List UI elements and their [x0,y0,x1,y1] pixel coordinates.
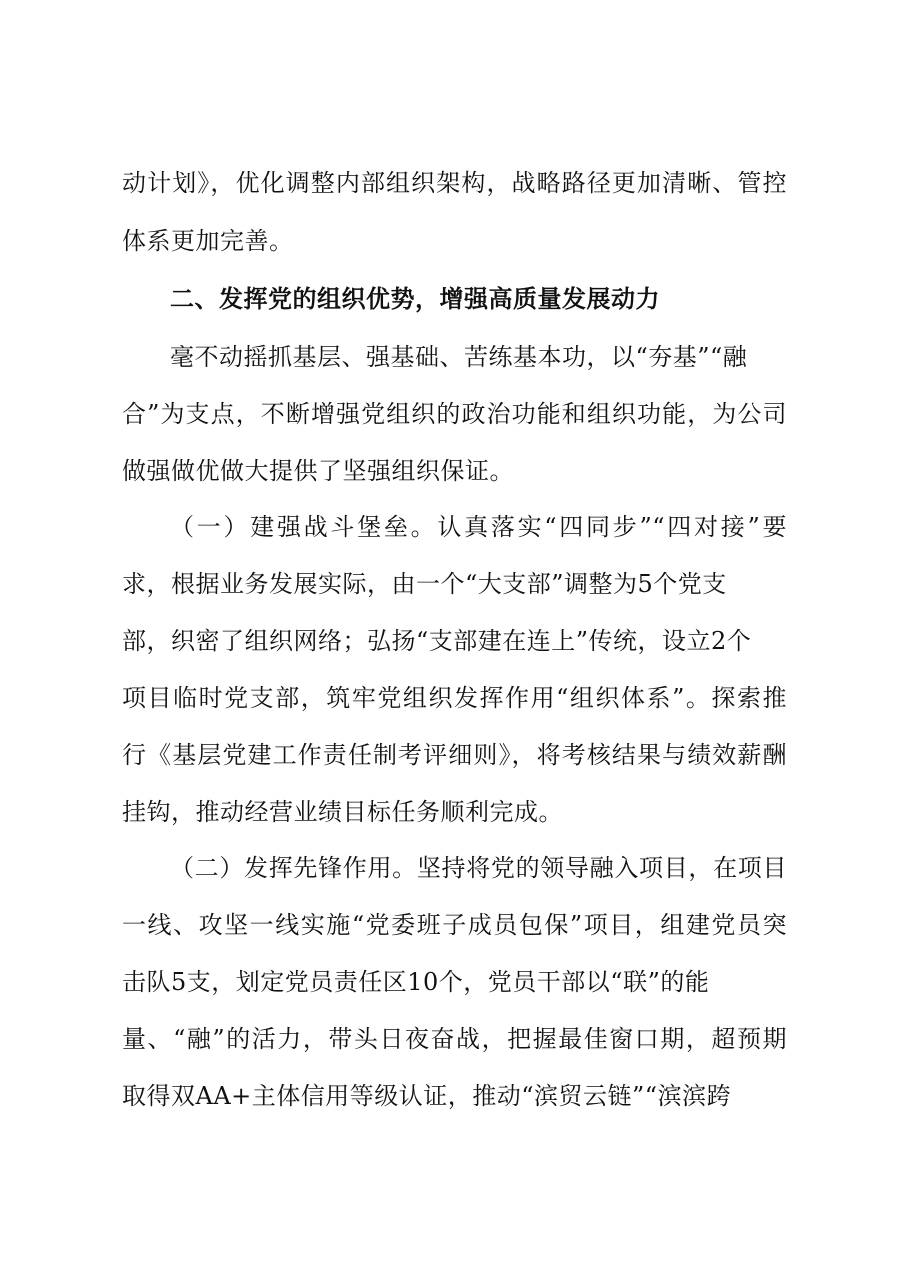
subsection-first-line: （二）发挥先锋作用。坚持将党的领导融入项目，在项目 [170,854,787,882]
body-text-line: 项目临时党支部，筑牢党组织发挥作用“组织体系”。探索推 [122,684,787,712]
body-text-line: 体系更加完善。 [122,227,294,255]
body-text-line: 做强做优做大提供了坚强组织保证。 [122,457,514,485]
section-heading: 二、发挥党的组织优势，增强高质量发展动力 [170,285,660,313]
body-text-line: 行《基层党建工作责任制考评细则》，将考核结果与绩效薪酬 [122,741,787,769]
body-text-line: 取得双AA+主体信用等级认证，推动“滨贸云链”“滨滨跨 [122,1082,732,1110]
body-text-line: 部，织密了组织网络；弘扬“支部建在连上”传统，设立2个 [122,627,752,655]
body-text-line: 量、“融”的活力，带头日夜奋战，把握最佳窗口期，超预期 [122,1025,787,1053]
body-text-line: 一线、攻坚一线实施“党委班子成员包保”项目，组建党员突 [122,911,787,939]
body-text-line: 求，根据业务发展实际，由一个“大支部”调整为5个党支 [122,570,727,598]
subsection-first-line: （一）建强战斗堡垒。认真落实“四同步”“四对接”要 [170,513,787,541]
body-text-line: 挂钩，推动经营业绩目标任务顺利完成。 [122,798,563,826]
body-text-line: 合”为支点，不断增强党组织的政治功能和组织功能，为公司 [122,400,787,428]
paragraph-first-line: 毫不动摇抓基层、强基础、苦练基本功，以“夯基”“融 [170,343,748,371]
body-text-line: 动计划》，优化调整内部组织架构，战略路径更加清晰、管控 [122,169,787,197]
body-text-line: 击队5支，划定党员责任区10个，党员干部以“联”的能 [122,968,710,996]
